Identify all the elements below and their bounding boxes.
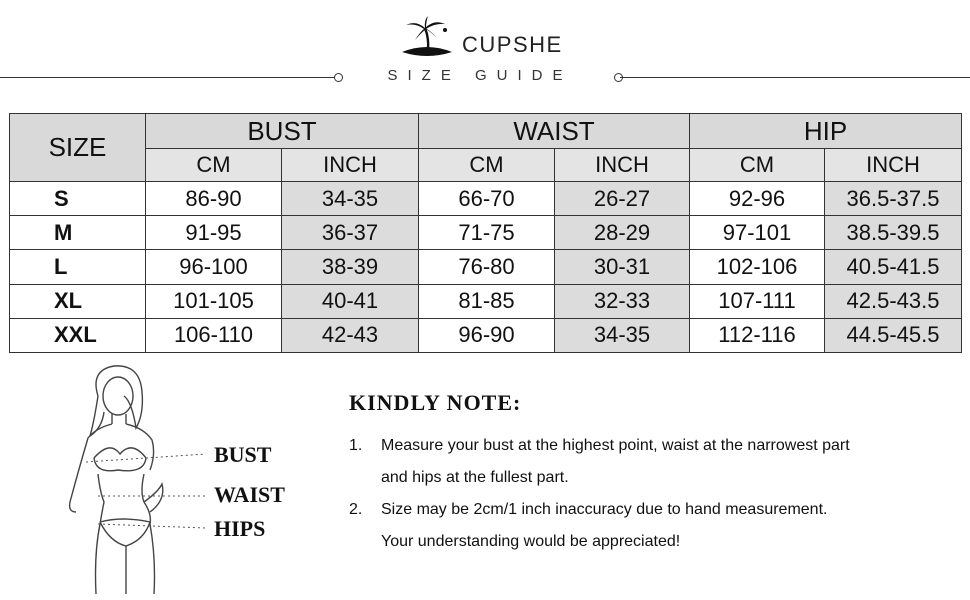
size-label: L	[10, 250, 146, 284]
table-cell: 66-70	[419, 182, 555, 216]
unit-header: CM	[690, 149, 825, 182]
table-cell: 30-31	[555, 250, 690, 284]
size-chart-table	[9, 113, 962, 353]
size-header: SIZE	[10, 114, 146, 182]
unit-header: INCH	[825, 149, 962, 182]
divider-left	[0, 77, 338, 78]
table-cell: 91-95	[146, 216, 282, 250]
table-cell: 106-110	[146, 318, 282, 352]
unit-header: CM	[146, 149, 282, 182]
hips-label: HIPS	[214, 516, 266, 541]
bust-label: BUST	[214, 442, 272, 467]
header	[0, 0, 970, 100]
table-cell: 101-105	[146, 284, 282, 318]
table-cell: 44.5-45.5	[825, 318, 962, 352]
brand-logo	[398, 16, 563, 60]
size-label: XL	[10, 284, 146, 318]
table-cell: 86-90	[146, 182, 282, 216]
table-cell: 96-90	[419, 318, 555, 352]
divider-right	[620, 77, 970, 78]
bust-header: BUST	[146, 114, 419, 149]
table-cell: 76-80	[419, 250, 555, 284]
table-cell: 92-96	[690, 182, 825, 216]
table-cell: 38-39	[282, 250, 419, 284]
note-section	[349, 390, 949, 558]
table-row	[10, 182, 962, 216]
size-label: XXL	[10, 318, 146, 352]
measurement-figure	[40, 362, 310, 594]
table-cell: 97-101	[690, 216, 825, 250]
waist-label: WAIST	[214, 482, 285, 507]
table-unit-header-row	[10, 149, 962, 182]
note-item	[349, 430, 949, 494]
table-cell: 32-33	[555, 284, 690, 318]
table-cell: 36.5-37.5	[825, 182, 962, 216]
table-row	[10, 318, 962, 352]
table-cell: 40.5-41.5	[825, 250, 962, 284]
note-number: 1.	[349, 437, 363, 454]
note-line: Size may be 2cm/1 inch inaccuracy due to hand measurement.	[381, 501, 828, 518]
size-label: M	[10, 216, 146, 250]
table-cell: 28-29	[555, 216, 690, 250]
table-cell: 40-41	[282, 284, 419, 318]
table-group-header-row	[10, 114, 962, 149]
waist-header: WAIST	[419, 114, 690, 149]
note-number: 2.	[349, 501, 363, 518]
unit-header: CM	[419, 149, 555, 182]
brand-name: CUPSHE	[462, 32, 563, 57]
unit-header: INCH	[555, 149, 690, 182]
unit-header: INCH	[282, 149, 419, 182]
table-cell: 36-37	[282, 216, 419, 250]
woman-figure-illustration	[40, 362, 210, 594]
note-line: Measure your bust at the highest point, waist at the narrowest part	[381, 437, 850, 454]
table-row	[10, 284, 962, 318]
hip-header: HIP	[690, 114, 962, 149]
table-cell: 96-100	[146, 250, 282, 284]
table-cell: 112-116	[690, 318, 825, 352]
note-line: Your understanding would be appreciated!	[381, 533, 681, 550]
size-guide-title: SIZE GUIDE	[387, 67, 573, 84]
table-cell: 71-75	[419, 216, 555, 250]
table-cell: 38.5-39.5	[825, 216, 962, 250]
table-cell: 42.5-43.5	[825, 284, 962, 318]
table-cell: 107-111	[690, 284, 825, 318]
table-row	[10, 216, 962, 250]
note-item	[349, 494, 949, 558]
divider-dot-left	[334, 73, 343, 82]
size-label: S	[10, 182, 146, 216]
table-cell: 102-106	[690, 250, 825, 284]
table-row	[10, 250, 962, 284]
palm-island-icon	[398, 16, 456, 60]
note-title: KINDLY NOTE:	[349, 390, 522, 415]
table-cell: 34-35	[282, 182, 419, 216]
table-cell: 34-35	[555, 318, 690, 352]
table-cell: 81-85	[419, 284, 555, 318]
table-cell: 26-27	[555, 182, 690, 216]
note-line: and hips at the fullest part.	[381, 469, 569, 486]
table-cell: 42-43	[282, 318, 419, 352]
